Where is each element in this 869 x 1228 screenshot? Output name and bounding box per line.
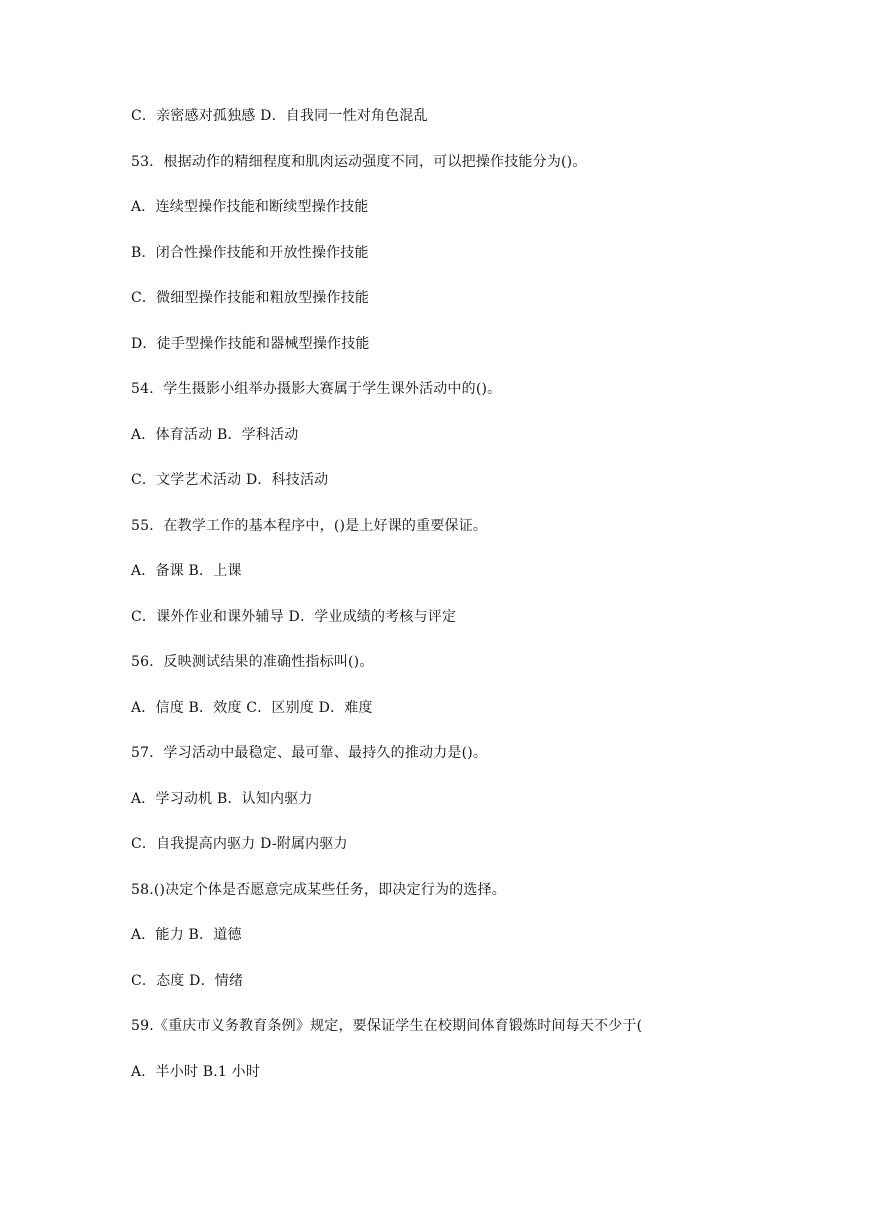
question-55: 55．在教学工作的基本程序中，()是上好课的重要保证。 (131, 518, 488, 534)
question-53: 53．根据动作的精细程度和肌肉运动强度不同，可以把操作技能分为()。 (131, 154, 587, 170)
option-54-cd: C．文学艺术活动 D．科技活动 (131, 472, 329, 488)
option-58-ab: A．能力 B．道德 (131, 927, 242, 943)
option-57-ab: A．学习动机 B．认知内驱力 (131, 791, 313, 807)
question-58: 58.()决定个体是否愿意完成某些任务，即决定行为的选择。 (131, 882, 506, 898)
option-57-cd: C．自我提高内驱力 D-附属内驱力 (131, 836, 348, 852)
option-53-a: A．连续型操作技能和断续型操作技能 (131, 199, 369, 215)
question-56: 56．反映测试结果的准确性指标叫()。 (131, 654, 374, 670)
option-59-ab: A．半小时 B.1 小时 (131, 1064, 261, 1080)
question-54: 54．学生摄影小组举办摄影大赛属于学生课外活动中的()。 (131, 381, 502, 397)
option-54-ab: A．体育活动 B．学科活动 (131, 427, 299, 443)
option-53-b: B．闭合性操作技能和开放性操作技能 (131, 245, 369, 261)
option-55-ab: A．备课 B．上课 (131, 563, 242, 579)
option-58-cd: C．态度 D．情绪 (131, 973, 244, 989)
option-line-52-cd: C．亲密感对孤独感 D．自我同一性对角色混乱 (131, 108, 428, 124)
option-56-abcd: A．信度 B．效度 C．区别度 D．难度 (131, 700, 373, 716)
option-53-d: D．徒手型操作技能和器械型操作技能 (131, 336, 370, 352)
question-59: 59.《重庆市义务教育条例》规定，要保证学生在校期间体育锻炼时间每天不少于( (131, 1018, 643, 1034)
option-53-c: C．微细型操作技能和粗放型操作技能 (131, 290, 370, 306)
option-55-cd: C．课外作业和课外辅导 D．学业成绩的考核与评定 (131, 609, 457, 625)
question-57: 57．学习活动中最稳定、最可靠、最持久的推动力是()。 (131, 745, 488, 761)
